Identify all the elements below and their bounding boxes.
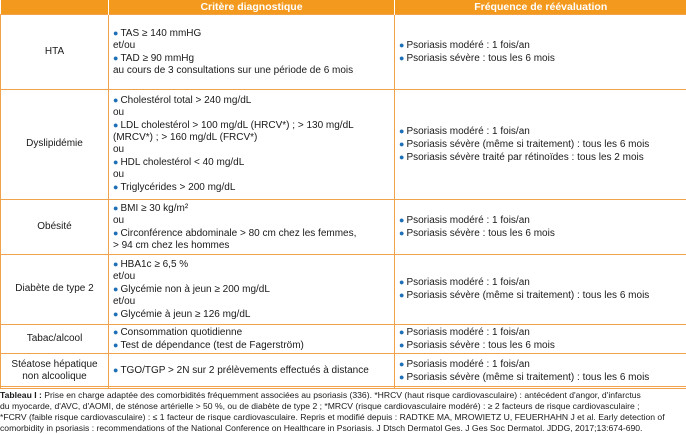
list-item: [113, 215, 390, 227]
bullet-dot-icon: ●: [113, 182, 118, 192]
bullet-dot-icon: ●: [399, 228, 404, 238]
bullet-dot-icon: ●: [399, 340, 404, 350]
header-col-diagnostic: Critère diagnostique: [109, 0, 395, 14]
bullet-dot-icon: ●: [113, 95, 118, 105]
bullet-dot-icon: ●: [399, 215, 404, 225]
item-text: Psoriasis modéré : 1 fois/an: [406, 327, 529, 338]
list-item: [113, 65, 390, 77]
bullet-dot-icon: ●: [113, 228, 118, 238]
item-text: HDL cholestérol < 40 mg/dL: [120, 157, 244, 168]
bullet-dot-icon: ●: [399, 40, 404, 50]
list-item: [399, 125, 682, 138]
list-item: [399, 339, 682, 352]
list-item: [399, 276, 682, 289]
header-col-comorbidity: [1, 0, 109, 14]
list-item: [113, 271, 390, 283]
item-text: Psoriasis sévère traité par rétinoïdes : tous les 2 mois: [406, 152, 643, 163]
item-text: Psoriasis sévère (même si traitement) : tous les 6 mois: [406, 372, 649, 383]
row-diagnostic: [109, 254, 395, 324]
row-criterion: [1, 353, 109, 388]
table-row: [1, 324, 686, 353]
row-diagnostic: [109, 199, 395, 254]
criterion-label: Stéatose hépatique: [5, 359, 104, 371]
row-diagnostic: [109, 353, 395, 388]
item-text: ou: [113, 215, 124, 226]
row-criterion: [1, 199, 109, 254]
bullet-dot-icon: ●: [399, 152, 404, 162]
list-item: [399, 358, 682, 371]
item-text: Psoriasis modéré : 1 fois/an: [406, 126, 529, 137]
row-frequency: [395, 324, 686, 353]
list-item: [399, 289, 682, 302]
item-text: Consommation quotidienne: [120, 327, 242, 338]
bullet-dot-icon: ●: [399, 290, 404, 300]
bullet-dot-icon: ●: [399, 53, 404, 63]
bullet-dot-icon: ●: [113, 365, 118, 375]
list-item: [113, 132, 390, 144]
item-text: Psoriasis modéré : 1 fois/an: [406, 277, 529, 288]
item-text: HBA1c ≥ 6,5 %: [120, 259, 188, 270]
row-criterion: [1, 324, 109, 353]
table-row: [1, 199, 686, 254]
item-text: ou: [113, 144, 124, 155]
row-frequency: [395, 254, 686, 324]
bullet-dot-icon: ●: [399, 372, 404, 382]
list-item: [399, 371, 682, 384]
list-item: [113, 240, 390, 252]
item-text: TAS ≥ 140 mmHG: [120, 28, 201, 39]
caption-label: Tableau I :: [0, 390, 42, 400]
item-text: Psoriasis sévère (même si traitement) : tous les 6 mois: [406, 139, 649, 150]
list-item: [113, 364, 390, 377]
list-item: [113, 296, 390, 308]
list-item: [113, 227, 390, 240]
criterion-label: Dyslipidémie: [5, 138, 104, 150]
item-text: > 94 cm chez les hommes: [113, 240, 229, 251]
list-item: [113, 181, 390, 194]
criterion-label: non alcoolique: [5, 371, 104, 383]
list-item: [113, 326, 390, 339]
list-item: [399, 227, 682, 240]
row-frequency: [395, 89, 686, 199]
criterion-label: HTA: [5, 46, 104, 58]
item-text: LDL cholestérol > 100 mg/dL (HRCV*) ; > 130 mg/dL: [120, 120, 353, 131]
list-item: [113, 283, 390, 296]
item-text: et/ou: [113, 40, 135, 51]
bullet-dot-icon: ●: [113, 120, 118, 130]
item-text: Psoriasis sévère : tous les 6 mois: [406, 340, 554, 351]
bullet-dot-icon: ●: [113, 28, 118, 38]
list-item: [113, 308, 390, 321]
list-item: [399, 52, 682, 65]
table-header: [1, 0, 686, 14]
caption-line: *FCRV (faible risque cardiovasculaire) : ≤ 1 facteur de risque cardiovasculaire. Repris et modifié depuis : RADTKE MA, MROWIETZ U, FEUERHAHN J et al. Early detection of: [0, 412, 665, 422]
header-col-frequency: Fréquence de réévaluation: [395, 0, 686, 14]
bullet-dot-icon: ●: [113, 157, 118, 167]
item-text: Circonférence abdominale > 80 cm chez les femmes,: [120, 228, 356, 239]
item-text: au cours de 3 consultations sur une période de 6 mois: [113, 65, 353, 76]
row-frequency: [395, 14, 686, 89]
list-item: [113, 27, 390, 40]
item-text: Cholestérol total > 240 mg/dL: [120, 95, 251, 106]
row-criterion: [1, 254, 109, 324]
item-text: Glycémie à jeun ≥ 126 mg/dL: [120, 309, 250, 320]
bullet-dot-icon: ●: [399, 327, 404, 337]
row-criterion: [1, 14, 109, 89]
item-text: TGO/TGP > 2N sur 2 prélèvements effectués à distance: [120, 365, 368, 376]
bullet-dot-icon: ●: [399, 139, 404, 149]
list-item: [113, 52, 390, 65]
row-criterion: [1, 89, 109, 199]
item-text: Glycémie non à jeun ≥ 200 mg/dL: [120, 284, 269, 295]
row-frequency: [395, 199, 686, 254]
list-item: [113, 107, 390, 119]
item-text: (MRCV*) ; > 160 mg/dL (FRCV*): [113, 132, 257, 143]
list-item: [113, 339, 390, 352]
item-text: Psoriasis modéré : 1 fois/an: [406, 215, 529, 226]
bullet-dot-icon: ●: [399, 126, 404, 136]
bullet-dot-icon: ●: [399, 277, 404, 287]
bullet-dot-icon: ●: [113, 309, 118, 319]
list-item: [113, 119, 390, 132]
item-text: et/ou: [113, 296, 135, 307]
list-item: [399, 326, 682, 339]
item-text: TAD ≥ 90 mmHg: [120, 53, 194, 64]
caption-line: comorbidity in psoriasis : recommendations of the National Conference on Healthcare in Psoriasis. J Dtsch Dermatol Ges. J Ges Soc Dermatol. JDDG, 2017;13:674-690.: [0, 423, 642, 433]
item-text: ou: [113, 107, 124, 118]
bullet-dot-icon: ●: [399, 359, 404, 369]
list-item: [113, 169, 390, 181]
list-item: [113, 144, 390, 156]
list-item: [113, 94, 390, 107]
table-row: [1, 89, 686, 199]
item-text: ou: [113, 169, 124, 180]
caption-line: Prise en charge adaptée des comorbidités fréquemment associées au psoriasis (336). *HRCV (haut risque cardiovasculaire) : antécédent d'angor, d'infarctus: [42, 390, 641, 400]
item-text: Psoriasis modéré : 1 fois/an: [406, 359, 529, 370]
list-item: [399, 39, 682, 52]
item-text: Psoriasis sévère : tous les 6 mois: [406, 53, 554, 64]
table-body: [1, 14, 686, 388]
list-item: [399, 138, 682, 151]
item-text: Triglycérides > 200 mg/dL: [120, 182, 235, 193]
table-row: [1, 14, 686, 89]
row-diagnostic: [109, 324, 395, 353]
item-text: et/ou: [113, 271, 135, 282]
bullet-dot-icon: ●: [113, 340, 118, 350]
caption-line: du myocarde, d'AVC, d'AOMI, de sténose artérielle > 50 %, ou de diabète de type 2 ; *MRCV (risque cardiovasculaire modéré) : ≥ 2 facteurs de risque cardiovasculaire ;: [0, 401, 640, 411]
list-item: [399, 151, 682, 164]
criterion-label: Obésité: [5, 221, 104, 233]
bullet-dot-icon: ●: [113, 259, 118, 269]
row-diagnostic: [109, 14, 395, 89]
list-item: [113, 156, 390, 169]
bullet-dot-icon: ●: [113, 203, 118, 213]
list-item: [113, 258, 390, 271]
row-diagnostic: [109, 89, 395, 199]
item-text: Test de dépendance (test de Fagerström): [120, 340, 303, 351]
table-row: [1, 254, 686, 324]
bullet-dot-icon: ●: [113, 284, 118, 294]
bullet-dot-icon: ●: [113, 53, 118, 63]
table-caption: [0, 386, 686, 434]
list-item: [399, 214, 682, 227]
criterion-label: Diabète de type 2: [5, 283, 104, 295]
row-frequency: [395, 353, 686, 388]
bullet-dot-icon: ●: [113, 327, 118, 337]
list-item: [113, 40, 390, 52]
item-text: Psoriasis sévère (même si traitement) : tous les 6 mois: [406, 290, 649, 301]
item-text: Psoriasis modéré : 1 fois/an: [406, 40, 529, 51]
table-row: [1, 353, 686, 388]
item-text: BMI ≥ 30 kg/m²: [120, 203, 188, 214]
criterion-label: Tabac/alcool: [5, 333, 104, 345]
item-text: Psoriasis sévère : tous les 6 mois: [406, 228, 554, 239]
list-item: [113, 202, 390, 215]
